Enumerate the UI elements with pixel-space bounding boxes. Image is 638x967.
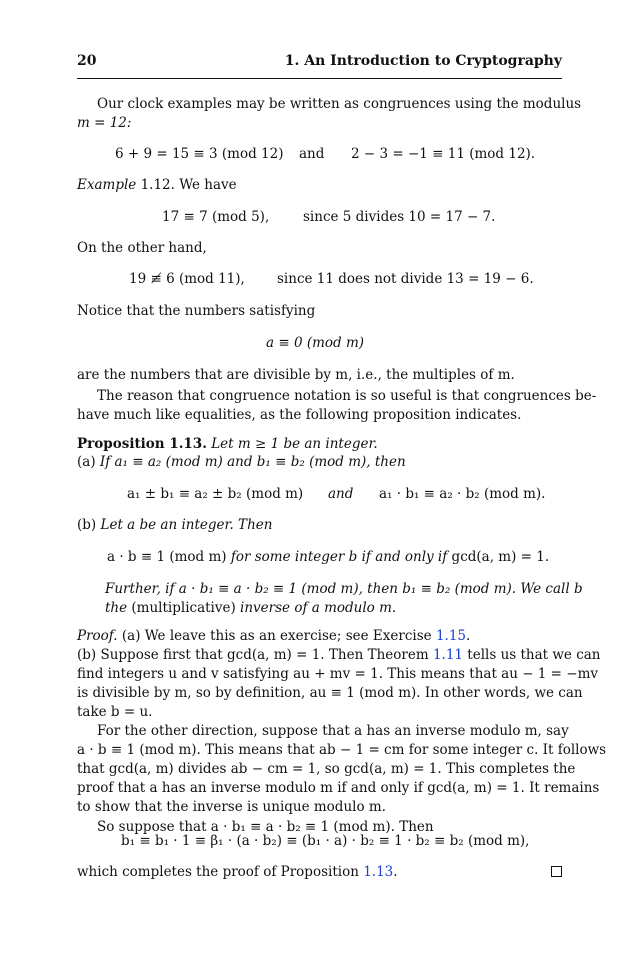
part-b-text: Let a be an integer. Then (100, 517, 273, 533)
page-number: 20 (77, 53, 97, 69)
proposition-intro: Let m ≥ 1 be an integer. (211, 436, 378, 452)
proof-b-1b: tells us that we can (467, 647, 601, 663)
completion-body: which completes the proof of Proposition (77, 864, 359, 880)
other-hand-text: On the other hand, (77, 240, 207, 256)
proof-b-line-3: is divisible by m, so by definition, au ≡ 1 (mod m). In other words, we can (77, 685, 583, 701)
other-direction-line-2: a · b ≡ 1 (mod m). This means that ab − 1 = cm for some integer c. It follows (77, 742, 607, 758)
clock-equation-right: 2 − 3 = −1 ≡ 11 (mod 12). (351, 146, 536, 162)
proof-b-1a: (b) Suppose first that gcd(a, m) = 1. Then Theorem (77, 647, 429, 663)
proposition-link[interactable]: 1.13 (363, 864, 394, 880)
further-line-1: Further, if a · b₁ ≡ a · b₂ ≡ 1 (mod m), then b₁ ≡ b₂ (mod m). We call b (105, 581, 583, 597)
part-b-label: (b) (77, 517, 97, 533)
reason-line-2: have much like equalities, as the following proposition indicates. (77, 407, 522, 423)
example-equation-2-note: since 11 does not divide 13 = 19 − 6. (277, 271, 534, 287)
proposition-heading (77, 435, 378, 453)
example-text: We have (179, 177, 237, 193)
zero-congruence: a ≡ 0 (mod m) (266, 335, 365, 351)
intro-line-1: Our clock examples may be written as congruences using the modulus (97, 96, 582, 112)
part-b-eq-3: if and only if (361, 549, 448, 565)
completion-end: . (393, 864, 398, 880)
proof-label: Proof. (77, 628, 118, 644)
proof-b-line-4: take b = u. (77, 704, 153, 720)
qed-box-icon (551, 866, 562, 877)
part-a-label: (a) (77, 454, 96, 470)
divisible-text: are the numbers that are divisible by m, i.e., the multiples of m. (77, 367, 515, 383)
clock-and: and (299, 146, 325, 162)
other-direction-line-3: that gcd(a, m) divides ab − cm = 1, so gcd(a, m) = 1. This completes the (77, 761, 576, 777)
part-b-eq-1: a · b ≡ 1 (mod m) (107, 549, 227, 565)
intro-line-2: m = 12: (77, 115, 132, 131)
example-equation-1-note: since 5 divides 10 = 17 − 7. (303, 209, 496, 225)
part-b-eq-4: gcd(a, m) = 1. (451, 549, 550, 565)
further-inverse: inverse of a modulo m. (240, 600, 397, 616)
further-multiplicative: (multiplicative) (131, 600, 236, 616)
part-b-equation (107, 548, 549, 566)
other-direction-line-5: to show that the inverse is unique modulo m. (77, 799, 386, 815)
further-line-2 (105, 599, 396, 617)
proposition-part-b (77, 516, 272, 534)
proof-a-period: . (466, 628, 471, 644)
part-b-eq-2: for some integer b (230, 549, 358, 565)
proof-a-text: (a) We leave this as an exercise; see Exercise (121, 628, 432, 644)
part-a-text: If a₁ ≡ a₂ (mod m) and b₁ ≡ b₂ (mod m), then (99, 454, 406, 470)
exercise-link[interactable]: 1.15 (435, 628, 467, 644)
part-a-and: and (328, 486, 354, 502)
proposition-part-a (77, 453, 406, 471)
proof-part-a (77, 627, 470, 645)
part-a-equation-1: a₁ ± b₁ ≡ a₂ ± b₂ (mod m) (127, 486, 304, 502)
other-direction-line-4: proof that a has an inverse modulo m if and only if gcd(a, m) = 1. It remains (77, 780, 600, 796)
further-the: the (105, 600, 128, 616)
suppose-text: So suppose that a · b₁ ≡ a · b₂ ≡ 1 (mod m). Then (97, 819, 434, 835)
example-equation-1: 17 ≡ 7 (mod 5), (162, 209, 270, 225)
part-a-equation-2: a₁ · b₁ ≡ a₂ · b₂ (mod m). (379, 486, 546, 502)
example-equation-2: 19 ≢ 6 (mod 11), (129, 271, 245, 287)
running-title: 1. An Introduction to Cryptography (284, 53, 562, 69)
final-equation: b₁ ≡ b₁ · 1 ≡ β₁ · (a · b₂) ≡ (b₁ · a) · b₂ ≡ 1 · b₂ ≡ b₂ (mod m), (121, 833, 530, 849)
other-direction-line-1: For the other direction, suppose that a has an inverse modulo m, say (97, 723, 569, 739)
proposition-label: Proposition 1.13. (77, 436, 207, 452)
clock-equation-left: 6 + 9 = 15 ≡ 3 (mod 12) (115, 146, 284, 162)
proof-b-line-2: find integers u and v satisfying au + mv = 1. This means that au − 1 = −mv (77, 666, 599, 682)
theorem-link[interactable]: 1.11 (432, 647, 463, 663)
example-number: 1.12. (140, 177, 175, 193)
completion-text (77, 863, 398, 881)
proof-b-line-1 (77, 646, 601, 664)
example-heading (77, 176, 237, 194)
example-label: Example (77, 177, 137, 193)
reason-line-1: The reason that congruence notation is so useful is that congruences be- (97, 388, 597, 404)
notice-text: Notice that the numbers satisfying (77, 303, 316, 319)
header-rule (77, 78, 562, 79)
